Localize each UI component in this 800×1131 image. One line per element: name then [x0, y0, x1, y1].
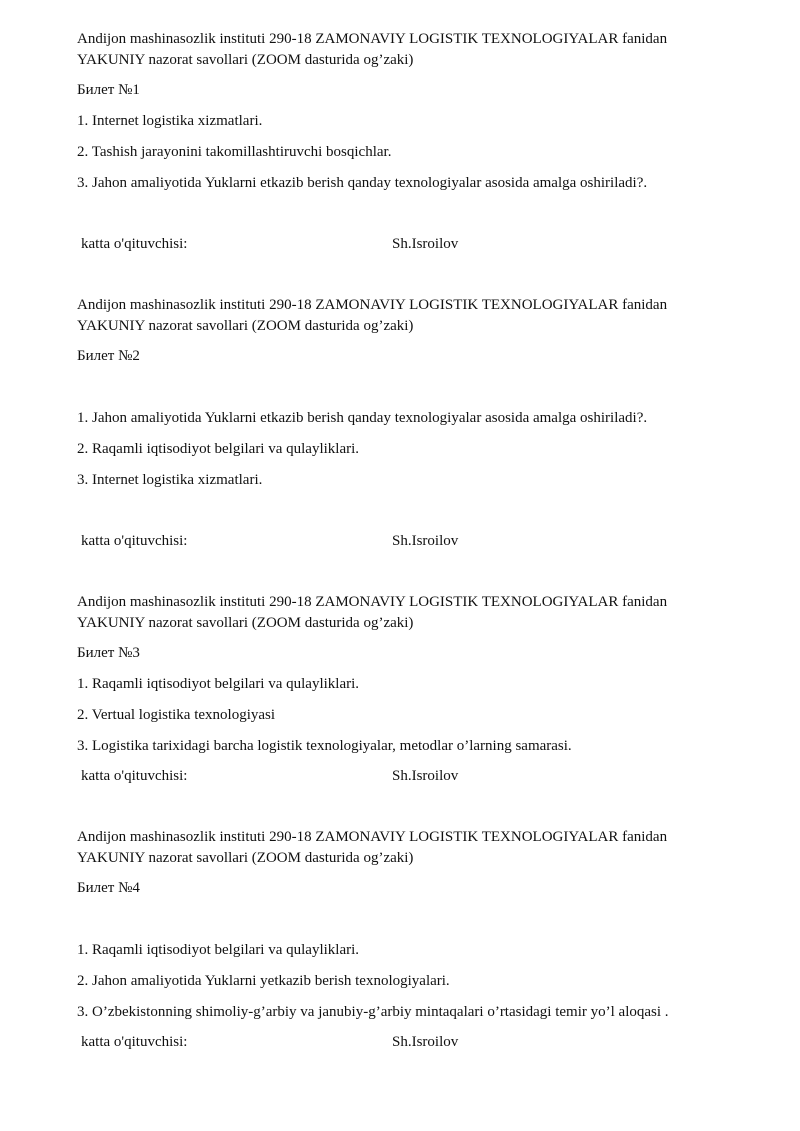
ticket-label: Билет №2 [77, 348, 140, 364]
ticket-header-line1: Andijon mashinasozlik instituti 290-18 ZAMONAVIY LOGISTIK TEXNOLOGIYALAR fanidan [77, 829, 668, 845]
ticket-question-1: 1. Jahon amaliyotida Yuklarni etkazib berish qanday texnologiyalar asosida amalga oshiriladi?. [77, 410, 648, 426]
ticket-header-line2: YAKUNIY nazorat savollari (ZOOM dasturida og’zaki) [77, 52, 414, 68]
ticket-label: Билет №4 [77, 880, 140, 896]
ticket-header-line1: Andijon mashinasozlik instituti 290-18 ZAMONAVIY LOGISTIK TEXNOLOGIYALAR fanidan [77, 594, 668, 610]
signature-name: Sh.Isroilov [392, 533, 459, 549]
ticket-question-2: 2. Tashish jarayonini takomillashtiruvchi bosqichlar. [77, 144, 392, 160]
ticket-question-1: 1. Raqamli iqtisodiyot belgilari va qulayliklari. [77, 942, 360, 958]
ticket-header-line1: Andijon mashinasozlik instituti 290-18 ZAMONAVIY LOGISTIK TEXNOLOGIYALAR fanidan [77, 297, 668, 313]
ticket-question-2: 2. Jahon amaliyotida Yuklarni yetkazib berish texnologiyalari. [77, 973, 450, 989]
ticket-question-3: 3. O’zbekistonning shimoliy-g’arbiy va janubiy-g’arbiy mintaqalari o’rtasidagi temir yo’l aloqasi . [77, 1004, 669, 1020]
ticket-header-line2: YAKUNIY nazorat savollari (ZOOM dasturida og’zaki) [77, 615, 414, 631]
ticket-label: Билет №3 [77, 645, 140, 661]
ticket-question-1: 1. Internet logistika xizmatlari. [77, 113, 263, 129]
signature-role: katta o'qituvchisi: [81, 236, 188, 252]
ticket-question-1: 1. Raqamli iqtisodiyot belgilari va qulayliklari. [77, 676, 360, 692]
signature-name: Sh.Isroilov [392, 768, 459, 784]
ticket-header-line1: Andijon mashinasozlik instituti 290-18 ZAMONAVIY LOGISTIK TEXNOLOGIYALAR fanidan [77, 31, 668, 47]
ticket-question-3: 3. Logistika tarixidagi barcha logistik texnologiyalar, metodlar o’larning samarasi. [77, 738, 572, 754]
ticket-question-2: 2. Raqamli iqtisodiyot belgilari va qulayliklari. [77, 441, 360, 457]
signature-role: katta o'qituvchisi: [81, 768, 188, 784]
ticket-question-2: 2. Vertual logistika texnologiyasi [77, 707, 276, 723]
ticket-question-3: 3. Jahon amaliyotida Yuklarni etkazib berish qanday texnologiyalar asosida amalga oshiriladi?. [77, 175, 648, 191]
ticket-question-3: 3. Internet logistika xizmatlari. [77, 472, 263, 488]
signature-role: katta o'qituvchisi: [81, 533, 188, 549]
ticket-header-line2: YAKUNIY nazorat savollari (ZOOM dasturida og’zaki) [77, 318, 414, 334]
signature-name: Sh.Isroilov [392, 1034, 459, 1050]
signature-name: Sh.Isroilov [392, 236, 459, 252]
ticket-label: Билет №1 [77, 82, 140, 98]
signature-role: katta o'qituvchisi: [81, 1034, 188, 1050]
ticket-header-line2: YAKUNIY nazorat savollari (ZOOM dasturida og’zaki) [77, 850, 414, 866]
